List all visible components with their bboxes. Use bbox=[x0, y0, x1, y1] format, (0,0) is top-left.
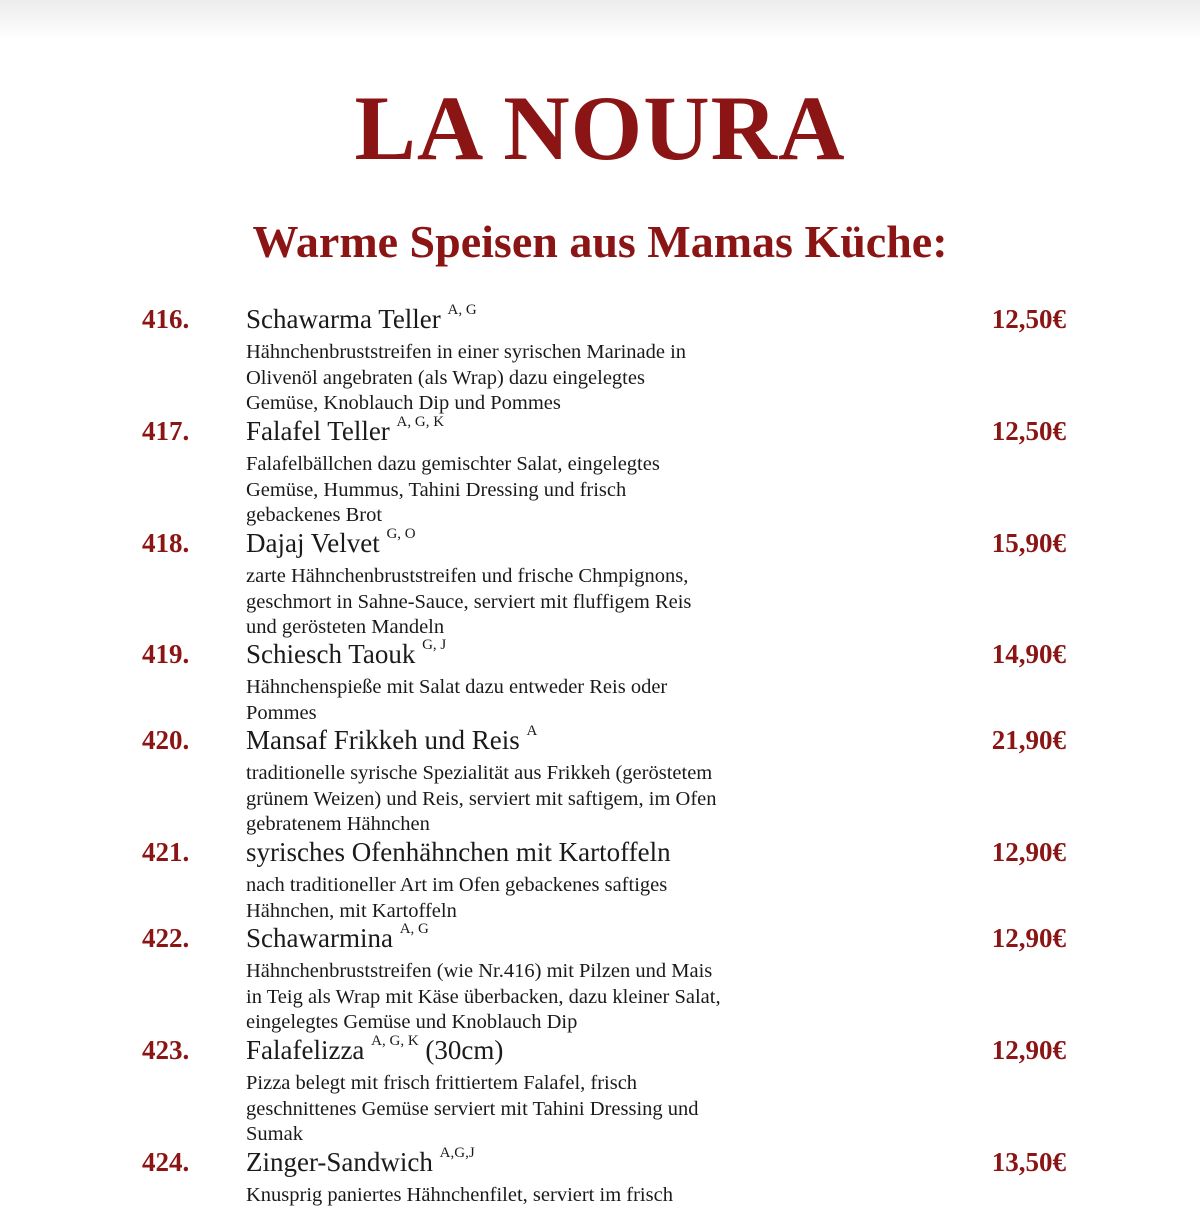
description-line: Hähnchen, mit Kartoffeln bbox=[246, 899, 457, 922]
item-allergens: A bbox=[526, 723, 538, 739]
menu-item bbox=[0, 633, 1200, 726]
item-name-line bbox=[246, 522, 786, 564]
item-price: 15,90€ bbox=[991, 528, 1066, 558]
description-line: Gemüse, Knoblauch Dip und Pommes bbox=[246, 392, 561, 414]
item-body bbox=[246, 298, 786, 417]
description-line: in Teig als Wrap mit Käse überbacken, dazu kleiner Salat, bbox=[246, 985, 721, 1008]
item-description bbox=[246, 340, 786, 417]
item-name-line bbox=[246, 410, 786, 452]
description-line: Olivenöl angebraten (als Wrap) dazu eingelegtes bbox=[246, 366, 645, 389]
item-name-line bbox=[246, 831, 786, 873]
description-line: zarte Hähnchenbruststreifen und frische Chmpignons, bbox=[246, 565, 689, 587]
description-line: nach traditioneller Art im Ofen gebackenes saftiges bbox=[246, 874, 668, 896]
item-body bbox=[246, 1029, 786, 1148]
item-name-line bbox=[246, 917, 786, 959]
description-line: Hähnchenbruststreifen in einer syrischen Marinade in bbox=[246, 341, 687, 363]
item-name: syrisches Ofenhähnchen mit Kartoffeln bbox=[246, 837, 671, 867]
menu-item bbox=[0, 917, 1200, 1036]
description-line: eingelegtes Gemüse und Knoblauch Dip bbox=[246, 1011, 578, 1033]
item-price: 12,90€ bbox=[991, 923, 1066, 953]
item-number: 420. bbox=[142, 725, 190, 755]
description-line: Hähnchenspieße mit Salat dazu entweder Reis oder bbox=[246, 676, 668, 698]
description-line: traditionelle syrische Spezialität aus Frikkeh (geröstetem bbox=[246, 762, 713, 784]
item-name: Schawarmina bbox=[246, 923, 393, 953]
menu-item bbox=[0, 831, 1200, 924]
item-price: 13,50€ bbox=[991, 1147, 1066, 1177]
description-line: Falafelbällchen dazu gemischter Salat, eingelegtes bbox=[246, 453, 660, 475]
item-name: Falafelizza bbox=[246, 1035, 365, 1065]
restaurant-title: LA NOURA bbox=[354, 77, 846, 179]
item-number: 424. bbox=[142, 1147, 190, 1177]
item-name: Zinger-Sandwich bbox=[246, 1147, 433, 1177]
item-description bbox=[246, 452, 786, 529]
item-number: 417. bbox=[142, 416, 190, 446]
item-description bbox=[246, 761, 786, 838]
description-line: grünem Weizen) und Reis, serviert mit saftigem, im Ofen bbox=[246, 787, 717, 810]
item-price: 12,90€ bbox=[991, 1035, 1066, 1065]
item-price: 12,50€ bbox=[991, 304, 1066, 334]
item-allergens: G, J bbox=[422, 637, 447, 653]
item-allergens: A,G,J bbox=[439, 1145, 475, 1161]
item-body bbox=[246, 831, 786, 924]
description-line: Gemüse, Hummus, Tahini Dressing und frisch bbox=[246, 478, 627, 501]
item-number: 418. bbox=[142, 528, 190, 558]
item-description bbox=[246, 959, 786, 1036]
description-line: und gerösteten Mandeln bbox=[246, 616, 445, 638]
item-description bbox=[246, 1071, 786, 1148]
description-line: gebratenem Hähnchen bbox=[246, 813, 430, 835]
item-allergens: A, G, K bbox=[396, 414, 445, 430]
menu-item bbox=[0, 298, 1200, 417]
menu-item bbox=[0, 719, 1200, 838]
description-line: Hähnchenbruststreifen (wie Nr.416) mit Pilzen und Mais bbox=[246, 960, 713, 982]
description-line: Sumak bbox=[246, 1123, 303, 1145]
menu-item bbox=[0, 1029, 1200, 1148]
item-body bbox=[246, 633, 786, 726]
description-line: Pommes bbox=[246, 701, 317, 724]
item-description bbox=[246, 1183, 786, 1209]
item-body bbox=[246, 917, 786, 1036]
item-size: (30cm) bbox=[425, 1035, 504, 1065]
item-number: 419. bbox=[142, 639, 190, 669]
item-price: 14,90€ bbox=[991, 639, 1066, 669]
top-shadow bbox=[0, 0, 1200, 40]
item-description bbox=[246, 564, 786, 641]
item-number: 422. bbox=[142, 923, 190, 953]
item-name: Schawarma Teller bbox=[246, 304, 441, 334]
item-body bbox=[246, 410, 786, 529]
item-name-line bbox=[246, 1141, 786, 1183]
item-name-line bbox=[246, 1029, 786, 1071]
item-number: 416. bbox=[142, 304, 190, 334]
item-body bbox=[246, 1141, 786, 1209]
item-allergens: A, G bbox=[447, 302, 477, 318]
item-body bbox=[246, 719, 786, 838]
menu-item bbox=[0, 522, 1200, 641]
menu-item bbox=[0, 1141, 1200, 1209]
item-allergens: A, G bbox=[399, 921, 429, 937]
description-line: geschnittenes Gemüse serviert mit Tahini Dressing und bbox=[246, 1097, 699, 1120]
item-allergens: G, O bbox=[386, 526, 416, 542]
section-heading: Warme Speisen aus Mamas Küche: bbox=[252, 216, 948, 267]
item-price: 12,90€ bbox=[991, 837, 1066, 867]
item-allergens: A, G, K bbox=[371, 1033, 419, 1049]
item-name-line bbox=[246, 298, 786, 340]
item-price: 12,50€ bbox=[991, 416, 1066, 446]
item-name-line bbox=[246, 633, 786, 675]
description-line: Pizza belegt mit frisch frittiertem Falafel, frisch bbox=[246, 1072, 638, 1094]
item-name: Schiesch Taouk bbox=[246, 639, 416, 669]
item-name: Dajaj Velvet bbox=[246, 528, 380, 558]
item-body bbox=[246, 522, 786, 641]
item-number: 421. bbox=[142, 837, 190, 867]
menu-item bbox=[0, 410, 1200, 529]
description-line: Knusprig paniertes Hähnchenfilet, serviert im frisch bbox=[246, 1184, 673, 1206]
description-line: gebackenes Brot bbox=[246, 504, 383, 526]
item-name: Mansaf Frikkeh und Reis bbox=[246, 725, 520, 755]
item-number: 423. bbox=[142, 1035, 190, 1065]
item-name: Falafel Teller bbox=[246, 416, 390, 446]
item-price: 21,90€ bbox=[991, 725, 1066, 755]
description-line: geschmort in Sahne-Sauce, serviert mit fluffigem Reis bbox=[246, 590, 692, 613]
item-name-line bbox=[246, 719, 786, 761]
